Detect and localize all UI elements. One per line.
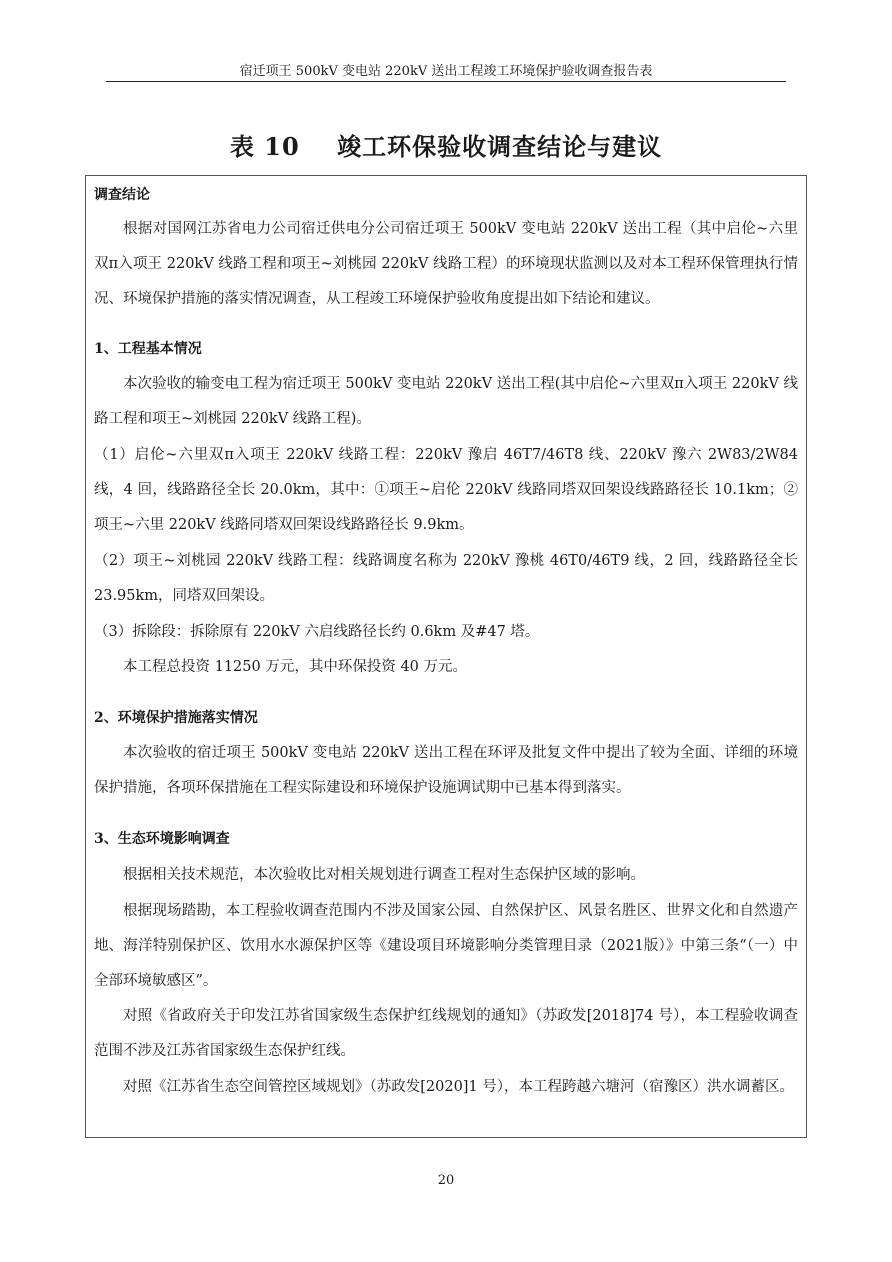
section-2-paragraph-1: 本次验收的宿迁项王 500kV 变电站 220kV 送出工程在环评及批复文件中提出了较为全面、详细的环境保护措施，各项环保措施在工程实际建设和环境保护设施调试期中已基本得到落实。 [94,745,798,796]
section-2-heading: 2、环境保护措施落实情况 [94,710,258,726]
section-3-heading: 3、生态环境影响调查 [94,831,230,847]
section-3-paragraph-2: 根据现场踏勘，本工程验收调查范围内不涉及国家公园、自然保护区、风景名胜区、世界文化和自然遗产地、海洋特别保护区、饮用水水源保护区等《建设项目环境影响分类管理目录（2021版）》中第三条“（一）中全部环境敏感区”。 [94,903,798,989]
conclusion-table-cell [85,175,807,1138]
section-1-paragraph-5: 本工程总投资 11250 万元，其中环保投资 40 万元。 [123,659,468,675]
page-number: 20 [437,1173,455,1188]
section-1-paragraph-3: （2）项王~刘桃园 220kV 线路工程：线路调度名称为 220kV 豫桃 46T0/46T9 线，2 回，线路路径全长 23.95km，同塔双回架设。 [94,553,798,604]
header-divider [106,81,786,82]
running-header: 宿迁项王 500kV 变电站 220kV 送出工程竣工环境保护验收调查报告表 [239,64,653,79]
section-1-heading: 1、工程基本情况 [94,341,202,357]
section-3-paragraph-3: 对照《省政府关于印发江苏省国家级生态保护红线规划的通知》（苏政发[2018]74 号），本工程验收调查范围不涉及江苏省国家级生态保护红线。 [94,1008,798,1059]
intro-paragraph: 根据对国网江苏省电力公司宿迁供电分公司宿迁项王 500kV 变电站 220kV 送出工程（其中启伦~六里双π入项王 220kV 线路工程和项王~刘桃园 220kV 线路工程）的环境现状监测以及对本工程环保管理执行情况、环境保护措施的落实情况调查，从工程竣工环境保护验收角度提出如下结论和建议。 [94,221,798,307]
section-3-paragraph-4: 对照《江苏省生态空间管控区域规划》（苏政发[2020]1 号），本工程跨越六塘河（宿豫区）洪水调蓄区。 [123,1079,795,1095]
section-3-paragraph-1: 根据相关技术规范，本次验收比对相关规划进行调查工程对生态保护区域的影响。 [123,867,645,883]
section-1-paragraph-2: （1）启伦~六里双π入项王 220kV 线路工程：220kV 豫启 46T7/46T8 线、220kV 豫六 2W83/2W84 线，4 回，线路路径全长 20.0km，其中：①项王~启伦 220kV 线路同塔双回架设线路路径长 10.1km；②项王~六里 220kV 线路同塔双回架设线路路径长 9.9km。 [94,447,798,533]
section-1-paragraph-4: （3）拆除段：拆除原有 220kV 六启线路径长约 0.6km 及#47 塔。 [94,624,540,640]
conclusion-heading: 调查结论 [94,187,150,203]
section-1-paragraph-1: 本次验收的输变电工程为宿迁项王 500kV 变电站 220kV 送出工程(其中启伦~六里双π入项王 220kV 线路工程和项王~刘桃园 220kV 线路工程)。 [94,376,798,427]
table-title: 表 10 竣工环保验收调查结论与建议 [229,132,663,161]
